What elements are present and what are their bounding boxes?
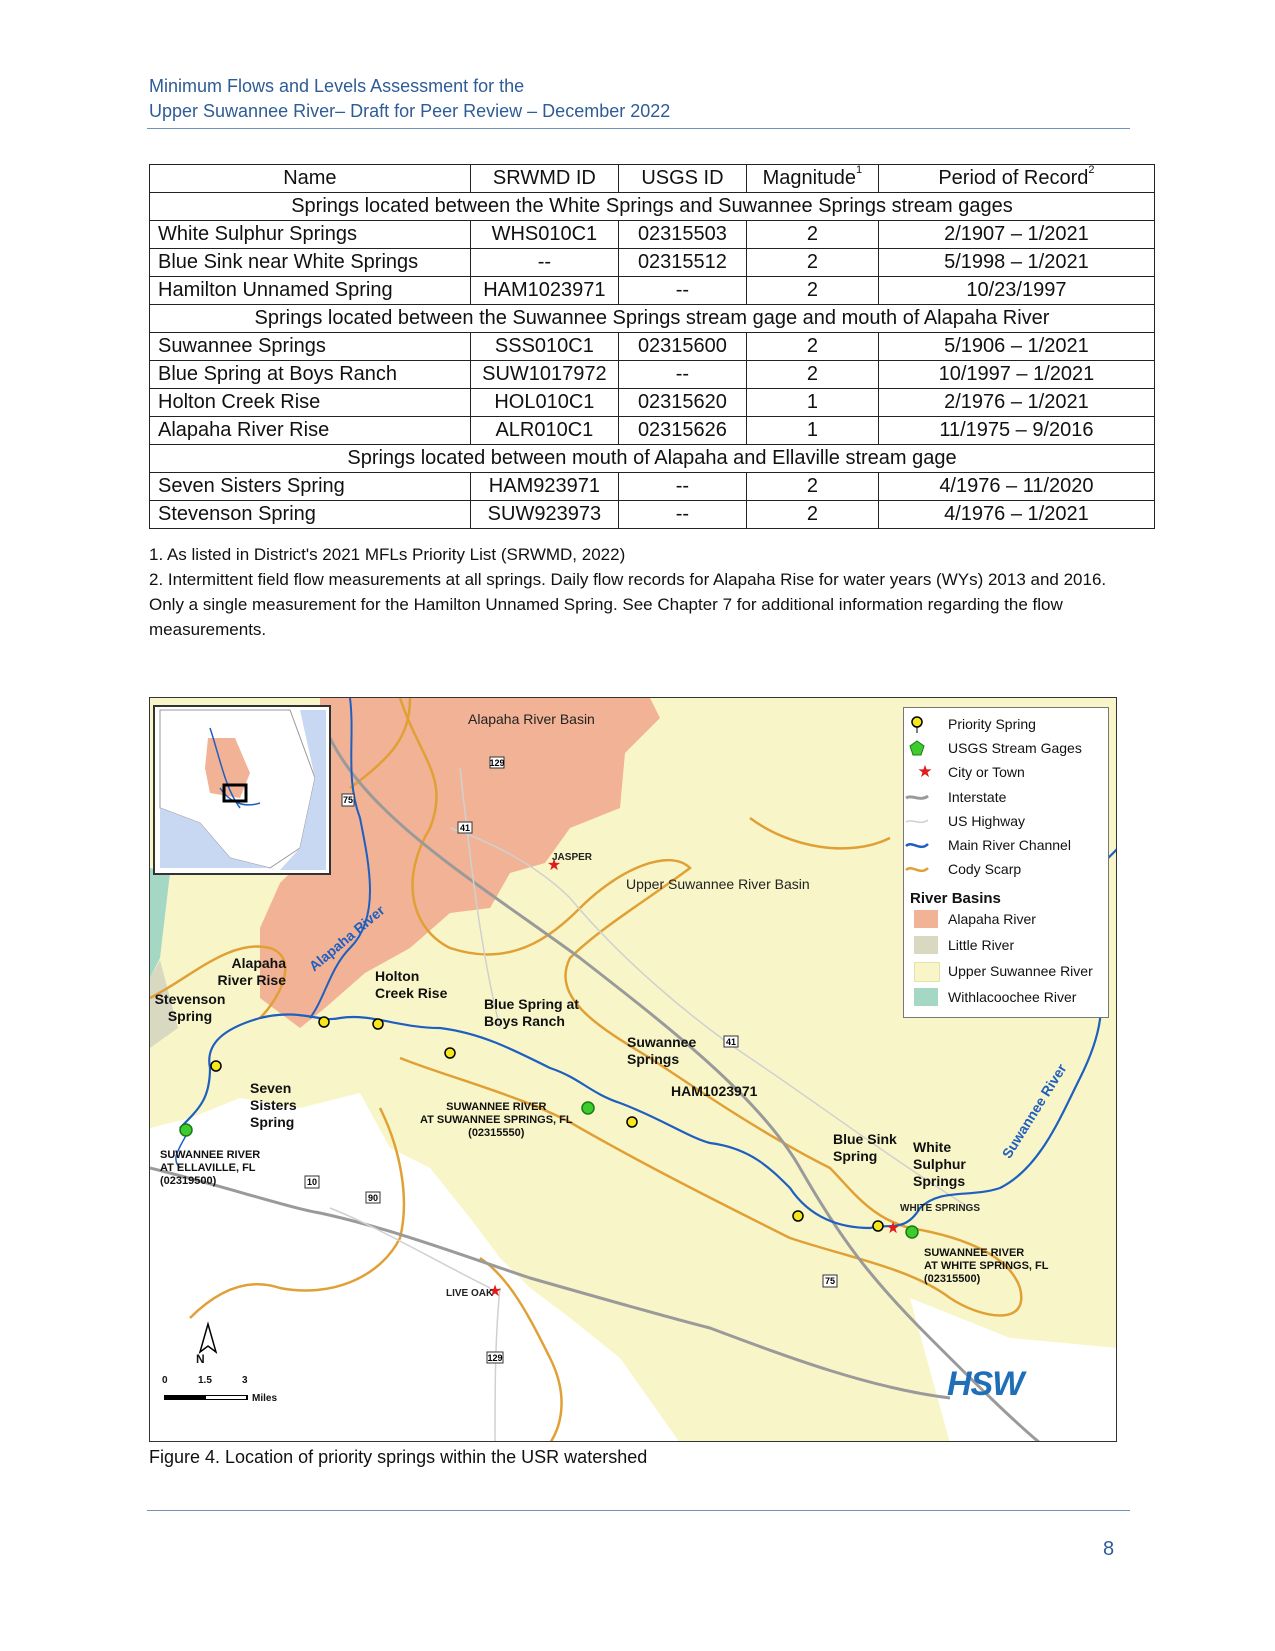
header-line-2: Upper Suwannee River– Draft for Peer Review – December 2022 (149, 101, 671, 121)
document-header (149, 74, 1129, 124)
cell-name: Seven Sisters Spring (150, 473, 471, 501)
group-title: Springs located between the White Springs and Suwannee Springs stream gages (150, 193, 1155, 221)
cell-period: 5/1998 – 1/2021 (878, 249, 1154, 277)
cell-usgs: -- (618, 473, 746, 501)
basin-swatch-little (914, 936, 938, 954)
basin-swatch-withlacoochee (914, 988, 938, 1006)
cell-srwmd: ALR010C1 (470, 417, 618, 445)
shield-41-north: 41 (459, 823, 471, 833)
col-header-srwmd-id: SRWMD ID (470, 165, 618, 193)
cell-name: White Sulphur Springs (150, 221, 471, 249)
cell-magnitude: 2 (746, 501, 878, 529)
gage-marker-suwannee-springs (582, 1102, 594, 1114)
label-suwannee-river: Suwannee River (998, 1060, 1070, 1162)
table-row (150, 361, 1155, 389)
footnote-1: 1. As listed in District's 2021 MFLs Priority List (SRWMD, 2022) (149, 545, 626, 564)
cell-usgs: 02315512 (618, 249, 746, 277)
cell-srwmd: WHS010C1 (470, 221, 618, 249)
shield-i75-north: 75 (342, 795, 354, 805)
cell-magnitude: 2 (746, 361, 878, 389)
cell-srwmd: SSS010C1 (470, 333, 618, 361)
cell-srwmd: HAM923971 (470, 473, 618, 501)
spring-marker-stevenson (211, 1061, 221, 1071)
stream-gage-icon (904, 737, 930, 759)
main-river-line-icon (904, 834, 930, 856)
basin-swatch-upper-suwannee (914, 962, 940, 982)
cell-name: Hamilton Unnamed Spring (150, 277, 471, 305)
cell-period: 10/1997 – 1/2021 (878, 361, 1154, 389)
label-blue-spring-boys-ranch: Blue Spring at Boys Ranch (484, 996, 579, 1029)
figure-caption: Figure 4. Location of priority springs within the USR watershed (149, 1447, 648, 1467)
cell-usgs: -- (618, 277, 746, 305)
group-row (150, 193, 1155, 221)
legend-basins-title: River Basins (910, 890, 1001, 907)
priority-spring-icon (904, 713, 930, 735)
cell-srwmd: SUW1017972 (470, 361, 618, 389)
cell-srwmd: SUW923973 (470, 501, 618, 529)
cell-usgs: 02315600 (618, 333, 746, 361)
table-row (150, 221, 1155, 249)
cody-scarp (750, 818, 890, 848)
cell-name: Blue Sink near White Springs (150, 249, 471, 277)
label-suwannee-springs: Suwannee Springs (627, 1034, 697, 1067)
page-number: 8 (1103, 1538, 1115, 1560)
cell-srwmd: HOL010C1 (470, 389, 618, 417)
table-row (150, 417, 1155, 445)
spring-location-map (149, 697, 1117, 1442)
header-line-1: Minimum Flows and Levels Assessment for the (149, 76, 525, 96)
label-seven-sisters: Seven Sisters Spring (250, 1080, 297, 1130)
cell-magnitude: 2 (746, 333, 878, 361)
shield-41-south: 41 (725, 1037, 737, 1047)
city-star-icon: ★ (917, 762, 933, 781)
label-holton-creek-rise: Holton Creek Rise (375, 968, 448, 1001)
cell-period: 10/23/1997 (878, 277, 1154, 305)
cody-scarp-line-icon (904, 858, 930, 880)
shield-i75-south: 75 (824, 1276, 836, 1286)
col-header-usgs-id: USGS ID (618, 165, 746, 193)
label-white-sulphur-springs: White Sulphur Springs (913, 1139, 966, 1189)
label-upper-suwannee-basin: Upper Suwannee River Basin (626, 876, 810, 892)
group-title: Springs located between the Suwannee Springs stream gage and mouth of Alapaha River (150, 305, 1155, 333)
cell-usgs: -- (618, 501, 746, 529)
cell-magnitude: 1 (746, 389, 878, 417)
label-blue-sink-spring: Blue Sink Spring (833, 1131, 897, 1164)
scale-labels: 0 1.5 3 Miles (162, 1375, 278, 1404)
city-marker-jasper: ★ (546, 857, 562, 874)
cell-srwmd: HAM1023971 (470, 277, 618, 305)
cell-magnitude: 2 (746, 277, 878, 305)
shield-i10: 10 (306, 1177, 318, 1187)
legend-label: Priority Spring (948, 716, 1036, 732)
table-row (150, 389, 1155, 417)
table-header-row (150, 165, 1155, 193)
springs-table (149, 164, 1155, 529)
legend-label: USGS Stream Gages (948, 740, 1082, 756)
table-row (150, 277, 1155, 305)
label-city-live-oak: LIVE OAK (446, 1288, 494, 1299)
group-row (150, 305, 1155, 333)
group-row (150, 445, 1155, 473)
table-row (150, 333, 1155, 361)
label-stevenson-spring: Stevenson Spring (154, 991, 226, 1024)
cell-name: Blue Spring at Boys Ranch (150, 361, 471, 389)
table-footnotes (149, 542, 1139, 642)
scale-bar-segment (206, 1396, 246, 1399)
legend-label: Cody Scarp (948, 861, 1022, 877)
spring-marker-holton (373, 1019, 383, 1029)
label-gage-ellaville: SUWANNEE RIVER AT ELLAVILLE, FL (02319500) (160, 1149, 261, 1187)
cell-magnitude: 1 (746, 417, 878, 445)
cell-period: 2/1976 – 1/2021 (878, 389, 1154, 417)
north-label: N (196, 1352, 205, 1366)
interstate-line-icon (904, 786, 930, 808)
cell-name: Holton Creek Rise (150, 389, 471, 417)
legend-label: Alapaha River (948, 911, 1036, 927)
col-header-name: Name (150, 165, 471, 193)
gage-marker-white-springs (906, 1226, 918, 1238)
spring-marker-white-sulphur (873, 1221, 883, 1231)
col-header-magnitude: Magnitude$^1$ (746, 165, 878, 193)
cell-period: 5/1906 – 1/2021 (878, 333, 1154, 361)
legend-label: Main River Channel (948, 837, 1071, 853)
shield-90: 90 (367, 1193, 379, 1203)
lower-white-area (150, 1093, 680, 1442)
city-marker-live-oak: ★ (487, 1283, 503, 1300)
footnote-2: 2. Intermittent field flow measurements at all springs. Daily flow records for Alapaha Rise for water years (WYs) 2013 and 2016. Only a single measurement for the Hamilton Unnamed Spring. See Chapter 7 for additional information regarding the flow measurements. (149, 570, 1107, 639)
label-city-jasper: JASPER (552, 852, 593, 863)
label-gage-white-springs: SUWANNEE RIVER AT WHITE SPRINGS, FL (02315500) (924, 1247, 1049, 1285)
shield-129-south: 129 (487, 1353, 503, 1363)
legend-label: City or Town (948, 764, 1025, 780)
spring-marker-ham (627, 1117, 637, 1127)
city-marker-white-springs: ★ (885, 1220, 901, 1237)
legend-label: US Highway (948, 813, 1026, 829)
col-header-period: Period of Record$^2$ (878, 165, 1154, 193)
legend-label: Little River (948, 937, 1015, 953)
cell-srwmd: -- (470, 249, 618, 277)
label-ham1023971: HAM1023971 (671, 1083, 758, 1099)
cell-magnitude: 2 (746, 473, 878, 501)
cell-usgs: -- (618, 361, 746, 389)
cell-name: Stevenson Spring (150, 501, 471, 529)
header-divider (147, 128, 1130, 129)
label-alapaha-river: Alapaha River (305, 901, 388, 975)
basin-swatch-alapaha (914, 910, 938, 928)
label-alapaha-river-rise: Alapaha River Rise (217, 955, 286, 988)
cell-name: Suwannee Springs (150, 333, 471, 361)
spring-marker-blue-boys (445, 1048, 455, 1058)
legend-label: Withlacoochee River (948, 989, 1077, 1005)
table-row (150, 249, 1155, 277)
gage-marker-ellaville (180, 1124, 192, 1136)
map-legend (903, 707, 1109, 1018)
label-alapaha-basin: Alapaha River Basin (468, 711, 595, 727)
cell-period: 2/1907 – 1/2021 (878, 221, 1154, 249)
cell-usgs: 02315620 (618, 389, 746, 417)
cell-name: Alapaha River Rise (150, 417, 471, 445)
cell-usgs: 02315503 (618, 221, 746, 249)
cell-usgs: 02315626 (618, 417, 746, 445)
table-row (150, 501, 1155, 529)
legend-label: Interstate (948, 789, 1007, 805)
footer-divider (147, 1510, 1130, 1511)
hsw-logo: HSW (947, 1365, 1024, 1403)
table-row (150, 473, 1155, 501)
spring-marker-blue-sink (793, 1211, 803, 1221)
label-gage-suwannee-springs: SUWANNEE RIVER AT SUWANNEE SPRINGS, FL (02315550) (420, 1101, 573, 1139)
shield-129-north: 129 (489, 758, 505, 768)
cell-period: 4/1976 – 11/2020 (878, 473, 1154, 501)
group-title: Springs located between mouth of Alapaha and Ellaville stream gage (150, 445, 1155, 473)
legend-label: Upper Suwannee River (948, 963, 1093, 979)
cell-period: 11/1975 – 9/2016 (878, 417, 1154, 445)
cell-magnitude: 2 (746, 249, 878, 277)
label-city-white-springs: WHITE SPRINGS (900, 1203, 981, 1214)
cell-period: 4/1976 – 1/2021 (878, 501, 1154, 529)
us-highway-line-icon (904, 810, 930, 832)
cell-magnitude: 2 (746, 221, 878, 249)
spring-marker-alapaha-rise (319, 1017, 329, 1027)
